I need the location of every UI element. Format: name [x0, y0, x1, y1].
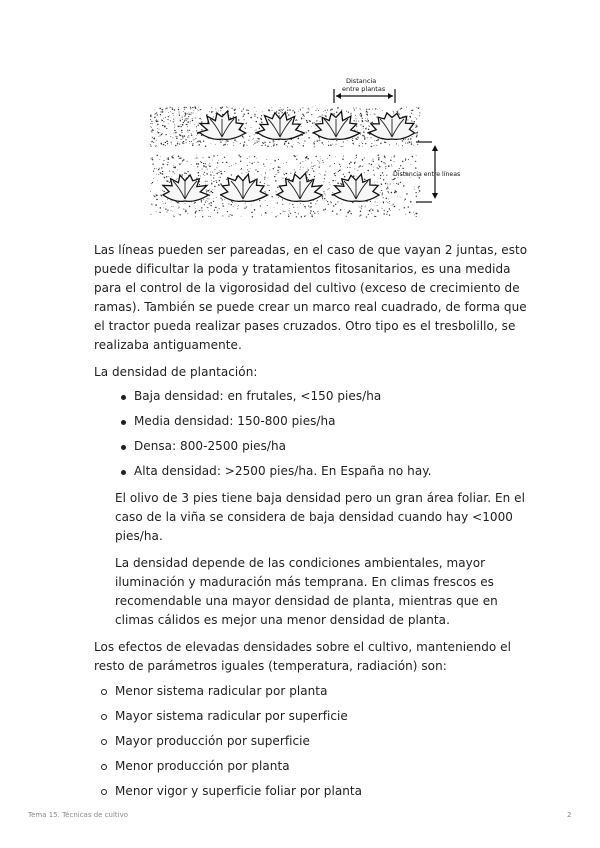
list-item: Menor sistema radicular por planta: [94, 682, 534, 707]
plant-row-bottom: [163, 173, 380, 201]
paragraph-olive-density: El olivo de 3 pies tiene baja densidad pero un gran área foliar. En el caso de la viña se considera de baja densidad cuando hay <1000 pies/ha.: [115, 491, 525, 543]
footer-title: Tema 15. Técnicas de cultivo: [28, 811, 129, 819]
list-item: Mayor sistema radicular por superficie: [94, 707, 534, 732]
list-item: Baja densidad: en frutales, <150 pies/ha: [94, 387, 534, 412]
list-item: Alta densidad: >2500 pies/ha. En España no hay.: [94, 462, 534, 487]
paragraph-line-types: Las líneas pueden ser pareadas, en el caso de que vayan 2 juntas, esto puede dificultar la poda y tratamientos fitosanitarios, es una medida para el control de la vigorosidad del cultivo (exceso de crecimiento de ramas). También se puede crear un marco real cuadrado, de forma que el tractor pueda realizar pases cruzados. Otro tipo es el tresbolillo, se realizaba antiguamente.: [94, 243, 528, 352]
list-item: Menor vigor y superficie foliar por planta: [94, 782, 534, 807]
density-list: [94, 387, 534, 487]
label-distance-plants-2: entre plantas: [342, 85, 386, 93]
paragraph-effects-intro: Los efectos de elevadas densidades sobre el cultivo, manteniendo el resto de parámetros iguales (temperatura, radiación) son:: [94, 640, 511, 673]
label-distance-lines: Distancia entre líneas: [393, 171, 461, 178]
main-content: [94, 241, 534, 807]
label-distance-plants-1: Distancia: [346, 77, 377, 85]
list-item: Menor producción por planta: [94, 757, 534, 782]
list-item: Mayor producción por superficie: [94, 732, 534, 757]
paragraph-density-conditions: La densidad depende de las condiciones ambientales, mayor iluminación y maduración más temprana. En climas frescos es recomendable una mayor densidad de planta, mientras que en climas cálidos es mejor una menor densidad de planta.: [115, 556, 498, 627]
page-number: 2: [567, 811, 572, 819]
paragraph-density-intro: La densidad de plantación:: [94, 365, 258, 379]
effects-list: [94, 682, 534, 807]
planting-distance-figure: [150, 75, 475, 220]
list-item: Media densidad: 150-800 pies/ha: [94, 412, 534, 437]
list-item: Densa: 800-2500 pies/ha: [94, 437, 534, 462]
